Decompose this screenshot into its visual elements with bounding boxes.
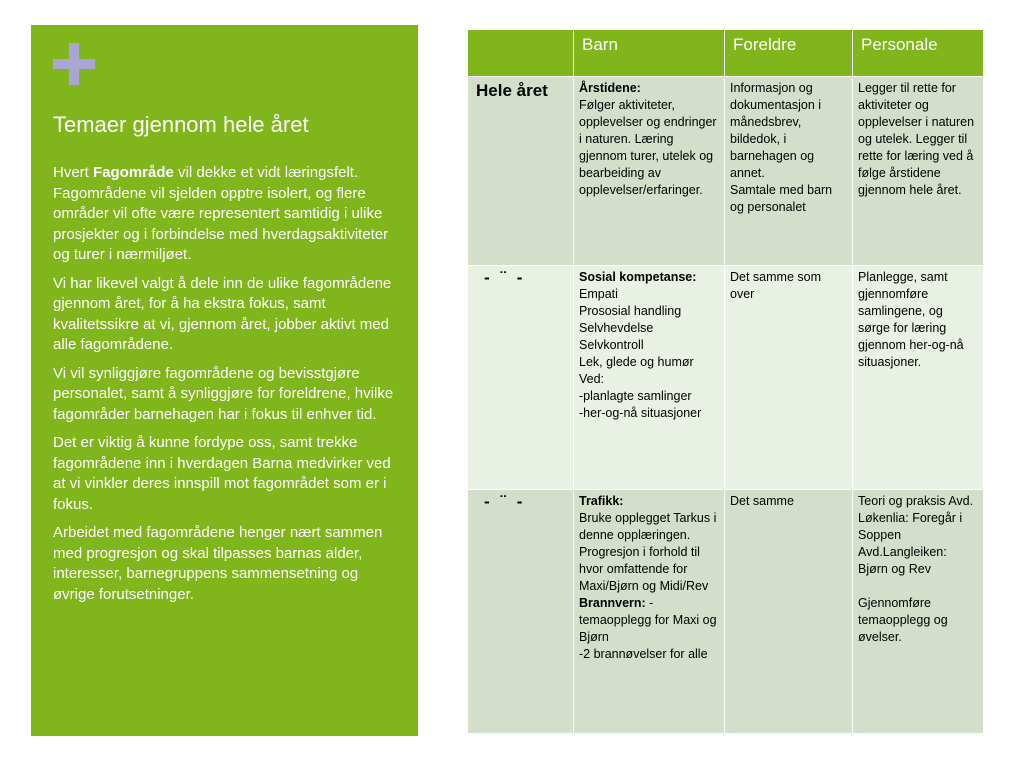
theme-table [467, 29, 984, 734]
table-header-row [468, 30, 984, 77]
paragraph-4: Det er viktig å kunne fordype oss, samt trekke fagområdene inn i hverdagen Barna medvirker ved at vi vinkler deres innspill mot fagområdet som er i fokus. [53, 434, 391, 513]
paragraph-5: Arbeidet med fagområdene henger nært sammen med progresjon og skal tilpasses barnas alder, interesser, barnegruppens sammensetning og øvrige forutsetninger. [53, 524, 383, 603]
table-row [468, 77, 984, 266]
table-row [468, 489, 984, 733]
header-foreldre: Foreldre [725, 30, 853, 77]
header-empty [468, 30, 574, 77]
paragraph-1: Hvert Fagområde vil dekke et vidt læringsfelt. Fagområdene vil sjelden opptre isolert, og flere områder vil ofte være representert samtidig i ulike prosjekter og i forbindelse med hverdagsaktiviteter og turer i nærmiljøet. [53, 164, 389, 263]
cell-barn: Årstidene: Følger aktiviteter, opplevelser og endringer i naturen. Læring gjennom turer, utelek og bearbeiding av opplevelser/erfaringer. [574, 77, 725, 266]
intro-panel [31, 25, 418, 736]
plus-icon [53, 43, 95, 85]
cell-barn: Trafikk: Bruke opplegget Tarkus i denne opplæringen. Progresjon i forhold til hvor omfattende for Maxi/Bjørn og Midi/Rev Brannvern: -temaopplegg for Maxi og Bjørn -2 brannøvelser for alle [574, 489, 725, 733]
cell-personale: Legger til rette for aktiviteter og opplevelser i naturen og utelek. Legger til rette for læring ved å følge årstidene gjennom hele året. [853, 77, 984, 266]
row-label: - ¨ - [468, 265, 574, 489]
panel-body [53, 163, 403, 613]
table-row [468, 265, 984, 489]
cell-foreldre: Det samme [725, 489, 853, 733]
cell-foreldre: Det samme som over [725, 265, 853, 489]
paragraph-2: Vi har likevel valgt å dele inn de ulike fagområdene gjennom året, for å ha ekstra fokus, samt kvalitetssikre at vi, gjennom året, jobber aktivt med alle fagområdene. [53, 274, 392, 353]
cell-personale: Planlegge, samt gjennomføre samlingene, og sørge for læring gjennom her-og-nå situasjoner. [853, 265, 984, 489]
row-label: Hele året [468, 77, 574, 266]
header-barn: Barn [574, 30, 725, 77]
cell-personale: Teori og praksis Avd. Løkenlia: Foregår i Soppen Avd.Langleiken: Bjørn og Rev Gjennomføre temaopplegg og øvelser. [853, 489, 984, 733]
panel-title: Temaer gjennom hele året [53, 112, 309, 137]
row-label: - ¨ - [468, 489, 574, 733]
paragraph-3: Vi vil synliggjøre fagområdene og bevisstgjøre personalet, samt å synliggjøre for foreldrene, hvilke fagområder barnehagen har i fokus til enhver tid. [53, 364, 394, 423]
cell-barn: Sosial kompetanse: Empati Prososial handling Selvhevdelse Selvkontroll Lek, glede og humør Ved: -planlagte samlinger -her-og-nå situasjoner [574, 265, 725, 489]
header-personale: Personale [853, 30, 984, 77]
cell-foreldre: Informasjon og dokumentasjon i månedsbrev, bildedok, i barnehagen og annet. Samtale med barn og personalet [725, 77, 853, 266]
